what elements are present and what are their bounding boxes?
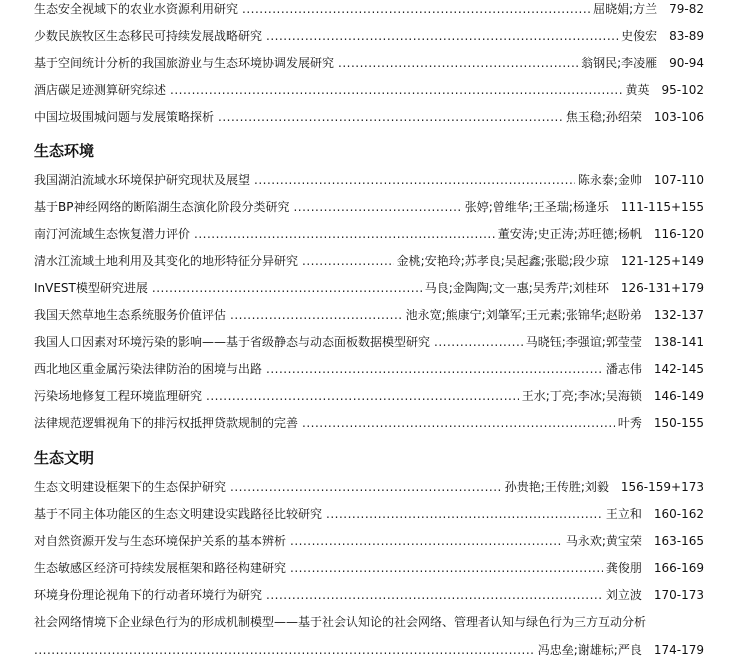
toc-entry[interactable] bbox=[34, 505, 704, 523]
entry-title: 少数民族牧区生态移民可持续发展战略研究 bbox=[34, 29, 263, 43]
dot-leader bbox=[326, 505, 603, 523]
entry-pages: 142-145 bbox=[653, 362, 704, 376]
entry-title: 污染场地修复工程环境监理研究 bbox=[34, 389, 203, 403]
entry-pages: 174-179 bbox=[653, 643, 704, 657]
entry-title: 西北地区重金属污染法律防治的困境与出路 bbox=[34, 362, 263, 376]
dot-leader bbox=[230, 478, 502, 496]
entry-authors: 冯忠垒;谢雄标;严良 bbox=[537, 643, 642, 657]
entry-pages: 150-155 bbox=[653, 416, 704, 430]
entry-authors: 黄英 bbox=[625, 83, 650, 97]
entry-authors: 马良;金陶陶;文一惠;吴秀芹;刘桂环 bbox=[424, 281, 609, 295]
dot-leader bbox=[230, 306, 403, 324]
toc-entry[interactable] bbox=[34, 414, 704, 432]
entry-title: 生态敏感区经济可持续发展框架和路径构建研究 bbox=[34, 561, 287, 575]
entry-pages: 163-165 bbox=[653, 534, 704, 548]
toc-entry[interactable] bbox=[34, 27, 704, 45]
entry-pages: 160-162 bbox=[653, 507, 704, 521]
entry-pages: 107-110 bbox=[653, 173, 704, 187]
section-heading-environment: 生态环境 bbox=[34, 142, 95, 160]
toc-entry-continuation[interactable] bbox=[34, 641, 704, 659]
entry-authors: 张婷;曾维华;王圣瑞;杨逢乐 bbox=[464, 200, 609, 214]
entry-pages: 146-149 bbox=[653, 389, 704, 403]
entry-pages: 111-115+155 bbox=[620, 200, 704, 214]
toc-entry[interactable] bbox=[34, 360, 704, 378]
dot-leader bbox=[206, 387, 519, 405]
toc-entry[interactable] bbox=[34, 81, 704, 99]
toc-entry[interactable] bbox=[34, 478, 704, 496]
entry-title: 酒店碳足迹测算研究综述 bbox=[34, 83, 167, 97]
entry-authors: 龚俊朋 bbox=[605, 561, 642, 575]
entry-title: 法律规范逻辑视角下的排污权抵押贷款规制的完善 bbox=[34, 416, 299, 430]
entry-authors: 潘志伟 bbox=[605, 362, 642, 376]
toc-entry[interactable] bbox=[34, 532, 704, 550]
toc-entry[interactable] bbox=[34, 198, 704, 216]
entry-authors: 刘立波 bbox=[605, 588, 642, 602]
dot-leader bbox=[242, 0, 590, 18]
entry-title: 中国垃圾围城问题与发展策略探析 bbox=[34, 110, 215, 124]
dot-leader bbox=[302, 252, 394, 270]
entry-authors: 池永宽;熊康宁;刘肇军;王元素;张锦华;赵盼弟 bbox=[405, 308, 642, 322]
entry-title: 清水江流域土地利用及其变化的地形特征分异研究 bbox=[34, 254, 299, 268]
toc-entry[interactable] bbox=[34, 225, 704, 243]
entry-pages: 103-106 bbox=[653, 110, 704, 124]
dot-leader bbox=[290, 532, 563, 550]
entry-title: 基于不同主体功能区的生态文明建设实践路径比较研究 bbox=[34, 507, 323, 521]
entry-authors: 陈永泰;金帅 bbox=[577, 173, 642, 187]
entry-pages: 170-173 bbox=[653, 588, 704, 602]
entry-authors: 史俊宏 bbox=[621, 29, 658, 43]
entry-pages: 79-82 bbox=[669, 2, 704, 16]
entry-pages: 95-102 bbox=[661, 83, 704, 97]
entry-authors: 屈晓娟;方兰 bbox=[593, 2, 658, 16]
entry-title: 基于BP神经网络的断陷湖生态演化阶段分类研究 bbox=[34, 200, 290, 214]
entry-authors: 王立和 bbox=[605, 507, 642, 521]
dot-leader bbox=[293, 198, 461, 216]
section-heading-civilization: 生态文明 bbox=[34, 449, 95, 467]
entry-title: 对自然资源开发与生态环境保护关系的基本辨析 bbox=[34, 534, 287, 548]
entry-authors: 马晓钰;李强谊;郭莹莹 bbox=[525, 335, 642, 349]
dot-leader bbox=[434, 333, 523, 351]
entry-pages: 83-89 bbox=[669, 29, 704, 43]
toc-entry[interactable] bbox=[34, 279, 704, 297]
toc-entry[interactable] bbox=[34, 0, 704, 18]
toc-entry[interactable] bbox=[34, 333, 704, 351]
entry-authors: 董安涛;史正涛;苏旺德;杨帆 bbox=[497, 227, 642, 241]
entry-title: 我国人口因素对环境污染的影响——基于省级静态与动态面板数据模型研究 bbox=[34, 335, 431, 349]
entry-authors: 翁钢民;李凌雁 bbox=[581, 56, 658, 70]
dot-leader bbox=[218, 108, 563, 126]
dot-leader bbox=[302, 414, 615, 432]
entry-authors: 叶秀 bbox=[617, 416, 642, 430]
dot-leader bbox=[152, 279, 422, 297]
entry-pages: 138-141 bbox=[653, 335, 704, 349]
entry-pages: 126-131+179 bbox=[620, 281, 704, 295]
dot-leader bbox=[266, 360, 603, 378]
dot-leader bbox=[266, 586, 603, 604]
entry-title: 基于空间统计分析的我国旅游业与生态环境协调发展研究 bbox=[34, 56, 335, 70]
dot-leader bbox=[194, 225, 495, 243]
entry-pages: 121-125+149 bbox=[620, 254, 704, 268]
entry-pages: 166-169 bbox=[653, 561, 704, 575]
entry-title: InVEST模型研究进展 bbox=[34, 281, 148, 295]
entry-authors: 焦玉稳;孙绍荣 bbox=[565, 110, 642, 124]
dot-leader bbox=[266, 27, 618, 45]
dot-leader bbox=[290, 559, 603, 577]
entry-authors: 王水;丁亮;李冰;吴海锁 bbox=[521, 389, 642, 403]
entry-authors: 金桃;安艳玲;苏孝良;吴起鑫;张聪;段少琼 bbox=[396, 254, 609, 268]
entry-pages: 116-120 bbox=[653, 227, 704, 241]
toc-entry[interactable] bbox=[34, 387, 704, 405]
toc-entry[interactable] bbox=[34, 306, 704, 324]
entry-title: 我国湖泊流域水环境保护研究现状及展望 bbox=[34, 173, 251, 187]
dot-leader bbox=[254, 171, 575, 189]
toc-entry[interactable] bbox=[34, 586, 704, 604]
toc-entry[interactable] bbox=[34, 559, 704, 577]
toc-entry[interactable] bbox=[34, 252, 704, 270]
entry-authors: 孙贵艳;王传胜;刘毅 bbox=[504, 480, 609, 494]
entry-pages: 90-94 bbox=[669, 56, 704, 70]
entry-title: 环境身份理论视角下的行动者环境行为研究 bbox=[34, 588, 263, 602]
entry-title: 南汀河流域生态恢复潜力评价 bbox=[34, 227, 191, 241]
entry-pages: 132-137 bbox=[653, 308, 704, 322]
toc-entry[interactable] bbox=[34, 54, 704, 72]
entry-authors: 马永欢;黄宝荣 bbox=[565, 534, 642, 548]
toc-entry[interactable] bbox=[34, 108, 704, 126]
entry-title: 生态文明建设框架下的生态保护研究 bbox=[34, 480, 227, 494]
dot-leader bbox=[338, 54, 578, 72]
entry-pages: 156-159+173 bbox=[620, 480, 704, 494]
dot-leader bbox=[170, 81, 622, 99]
toc-entry[interactable] bbox=[34, 171, 704, 189]
entry-title: 我国天然草地生态系统服务价值评估 bbox=[34, 308, 227, 322]
entry-title: 生态安全视域下的农业水资源利用研究 bbox=[34, 2, 239, 16]
toc-entry-long-title[interactable]: 社会网络情境下企业绿色行为的形成机制模型——基于社会认知论的社会网络、管理者认知与绿色行为三方互动分析 bbox=[34, 615, 647, 629]
dot-leader bbox=[34, 641, 535, 659]
